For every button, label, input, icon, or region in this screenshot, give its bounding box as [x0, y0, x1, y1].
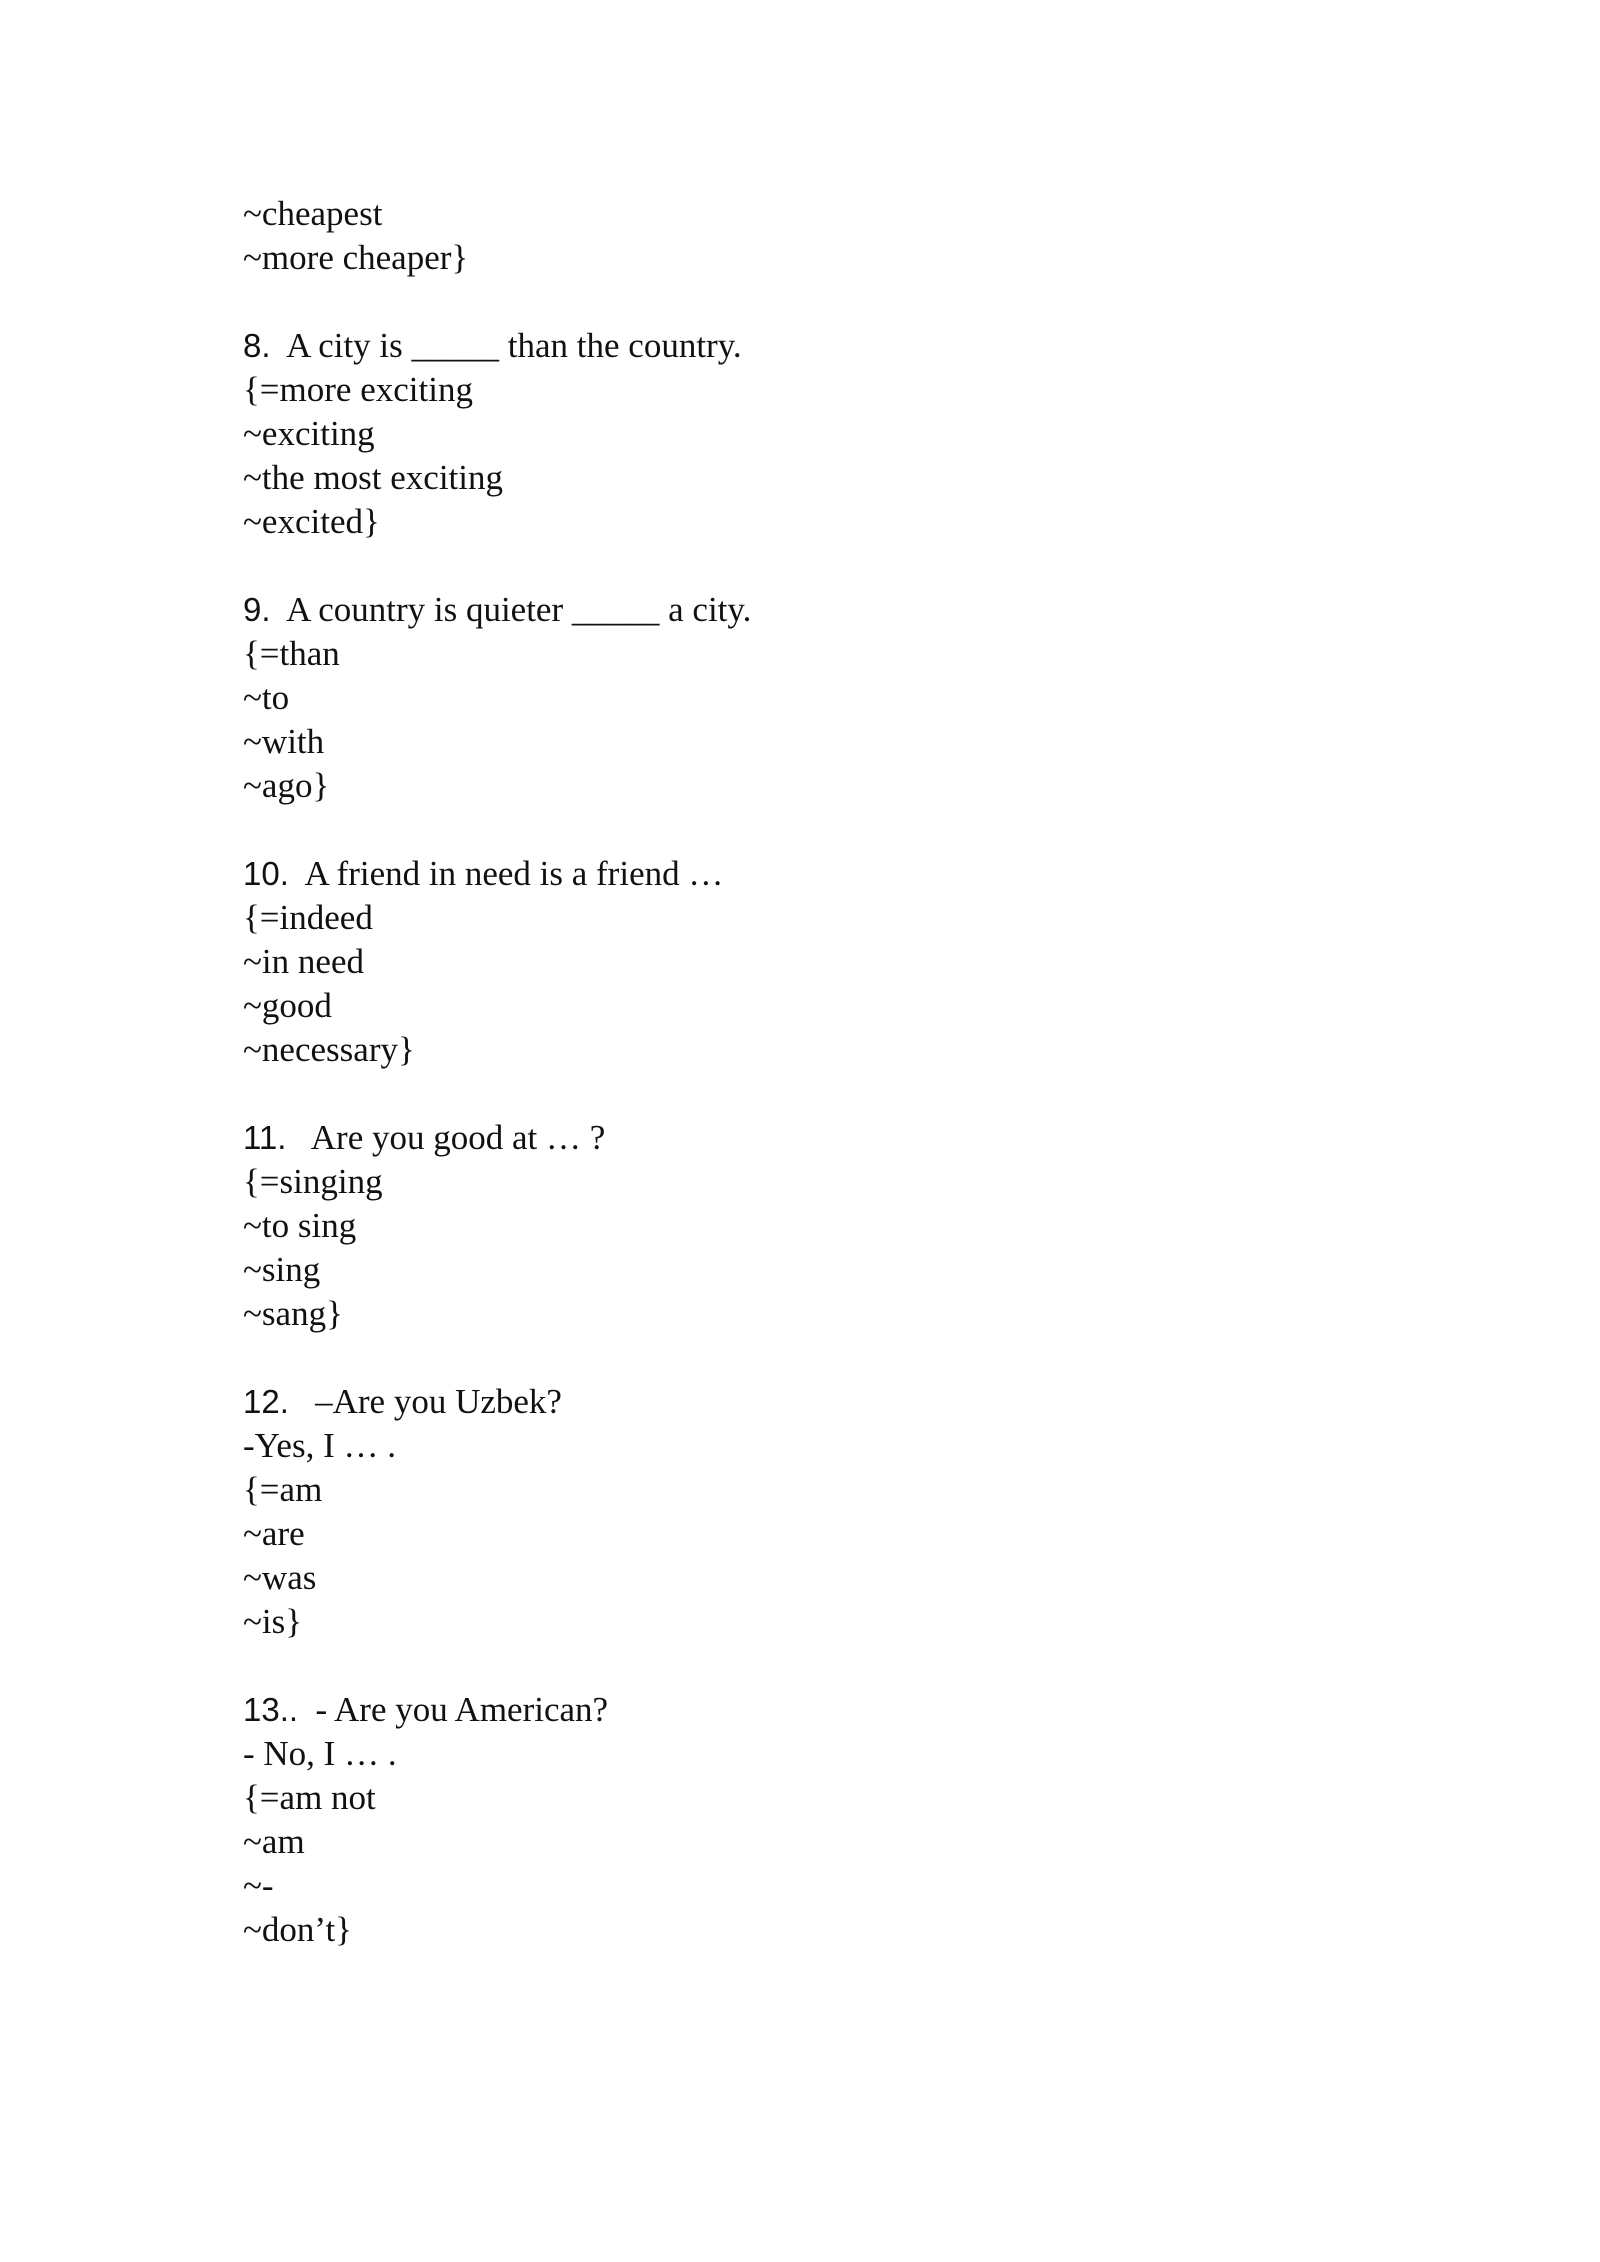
question-text: A city is _____ than the country. — [270, 326, 742, 365]
answer-option: ~don’t} — [243, 1910, 352, 1949]
answer-option: ~necessary} — [243, 1030, 415, 1069]
answer-option: {=than — [243, 634, 340, 673]
question-number: 8. — [243, 327, 271, 364]
question-number: 12. — [243, 1383, 289, 1420]
question-text: –Are you Uzbek? — [288, 1382, 562, 1421]
question-block-13 — [243, 1688, 1343, 1952]
question-line — [243, 324, 1343, 368]
question-text: A friend in need is a friend … — [288, 854, 724, 893]
question-number: 13.. — [243, 1691, 299, 1728]
answer-option: ~with — [243, 722, 325, 761]
question-line — [243, 1116, 1343, 1160]
question-block-7-tail — [243, 192, 1343, 280]
answer-option: ~the most exciting — [243, 458, 504, 497]
answer-option: ~- — [243, 1866, 274, 1905]
answer-option: ~in need — [243, 942, 364, 981]
question-block-9 — [243, 588, 1343, 808]
answer-option: {=am not — [243, 1778, 376, 1817]
answer-option: ~cheapest — [243, 194, 383, 233]
answer-option: ~to — [243, 678, 290, 717]
answer-option: ~are — [243, 1514, 305, 1553]
answer-option: ~am — [243, 1822, 305, 1861]
question-block-8 — [243, 324, 1343, 544]
answer-option: ~excited} — [243, 502, 380, 541]
answer-option: {=singing — [243, 1162, 383, 1201]
question-text: A country is quieter _____ a city. — [270, 590, 752, 629]
question-line — [243, 1688, 1343, 1732]
question-line — [243, 852, 1343, 896]
answer-option: ~more cheaper} — [243, 238, 469, 277]
question-line — [243, 588, 1343, 632]
quiz-content — [243, 192, 1343, 1952]
answer-option: ~was — [243, 1558, 317, 1597]
question-block-12 — [243, 1380, 1343, 1644]
question-number: 10. — [243, 855, 289, 892]
question-number: 9. — [243, 591, 271, 628]
answer-option: {=am — [243, 1470, 323, 1509]
answer-option: {=more exciting — [243, 370, 473, 409]
question-number: 11. — [243, 1119, 287, 1156]
answer-option: ~good — [243, 986, 332, 1025]
prompt-line: - No, I … . — [243, 1734, 397, 1773]
answer-option: ~exciting — [243, 414, 375, 453]
answer-option: ~ago} — [243, 766, 330, 805]
answer-option: ~is} — [243, 1602, 303, 1641]
prompt-line: -Yes, I … . — [243, 1426, 396, 1465]
question-line — [243, 1380, 1343, 1424]
question-block-11 — [243, 1116, 1343, 1336]
question-text: - Are you American? — [298, 1690, 609, 1729]
question-block-10 — [243, 852, 1343, 1072]
answer-option: ~sing — [243, 1250, 321, 1289]
answer-option: ~to sing — [243, 1206, 357, 1245]
answer-option: {=indeed — [243, 898, 373, 937]
question-text: Are you good at … ? — [286, 1118, 606, 1157]
answer-option: ~sang} — [243, 1294, 343, 1333]
